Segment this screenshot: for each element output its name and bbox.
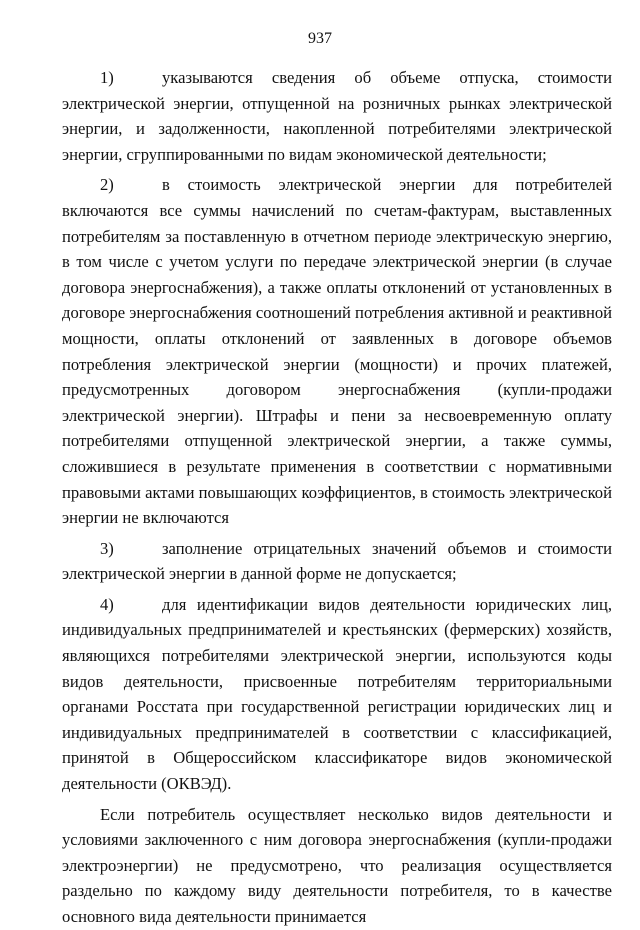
list-item-text: заполнение отрицательных значений объемов и стоимости электрической энергии в данной форме не допускается; bbox=[62, 538, 612, 584]
list-item-number: 3) bbox=[100, 538, 114, 558]
list-item-number: 2) bbox=[100, 175, 114, 195]
list-item-text: указываются сведения об объеме отпуска, стоимости электрической энергии, отпущенной на розничных рынках электрической энергии, и задолженности, накопленной потребителями электрической энергии, сгруппированными по видам экономической деятельности; bbox=[62, 68, 612, 164]
list-item-text: для идентификации видов деятельности юридических лиц, индивидуальных предпринимателей и крестьянских (фермерских) хозяйств, являющихся потребителями электрической энергии, используются коды видов деятельности, присвоенные потребителям территориальными органами Росстата при государственной регистрации юридических лиц и индивидуальных предпринимателей в соответствии с классификацией, принятой в Общероссийском классификаторе видов экономической деятельности (ОКВЭД). bbox=[62, 594, 612, 794]
list-item-4 bbox=[62, 592, 612, 797]
list-item-3 bbox=[62, 536, 612, 587]
list-item-2 bbox=[62, 172, 612, 530]
document-body bbox=[62, 65, 612, 930]
list-item-1 bbox=[62, 65, 612, 167]
list-item-number: 1) bbox=[100, 68, 114, 87]
list-item-number: 4) bbox=[100, 594, 114, 614]
closing-paragraph: Если потребитель осуществляет несколько видов деятельности и условиями заключенного с ним договора энергоснабжения (купли-продажи электроэнергии) не предусмотрено, что реализация осуществляется раздельно по каждому виду деятельности потребителя, то в качестве основного вида деятельности принимается bbox=[62, 804, 612, 926]
list-item-text: в стоимость электрической энергии для потребителей включаются все суммы начислений по счетам-фактурам, выставленных потребителям за поставленную в отчетном периоде электрическую энергию, в том числе с учетом услуги по передаче электрической энергии (в случае договора энергоснабжения), а также оплаты отклонений от установленных в договоре энергоснабжения соотношений потребления активной и реактивной мощности, оплаты отклонений от заявленных в договоре объемов потребления электрической энергии (мощности) и прочих платежей, предусмотренных договором энергоснабжения (купли-продажи электрической энергии). Штрафы и пени за несвоевременную оплату потребителями отпущенной электрической энергии, а также суммы, сложившиеся в результате применения в соответствии с нормативными правовыми актами повышающих коэффициентов, в стоимость электрической энергии не включаются bbox=[62, 175, 612, 528]
page-number: 937 bbox=[308, 30, 332, 47]
